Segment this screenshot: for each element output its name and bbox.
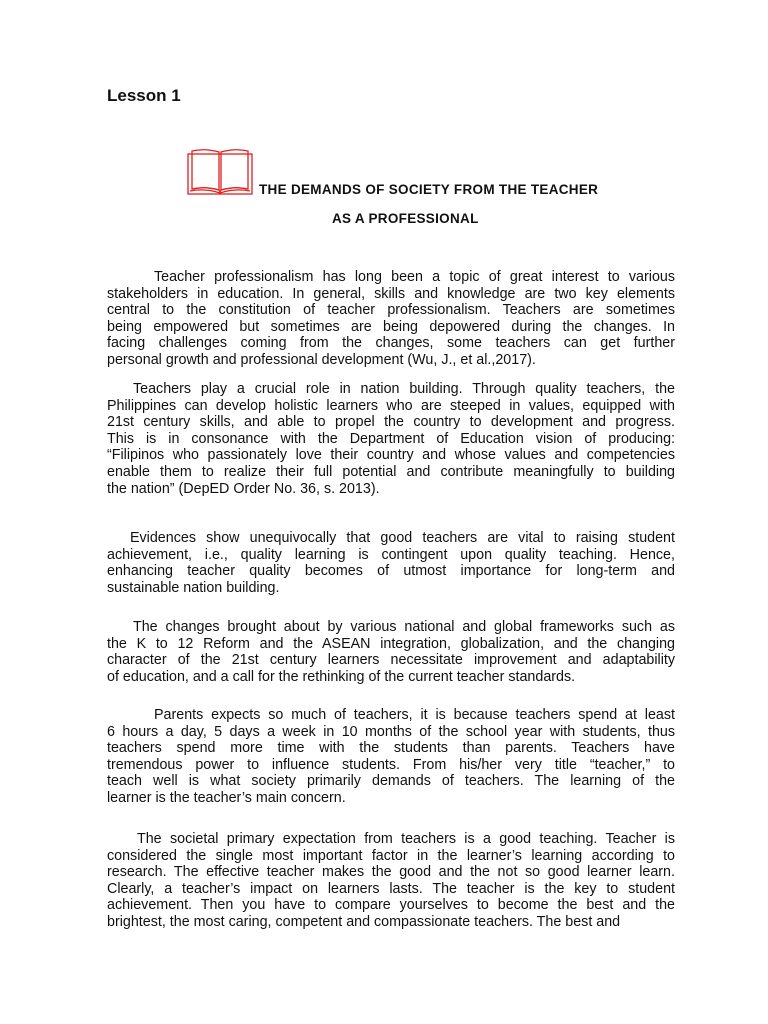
paragraph [107,707,675,807]
text-line: character of the 21st century learners necessitate improvement and adaptability [107,652,675,669]
text-line: Teachers play a crucial role in nation building. Through quality teachers, the [133,381,675,397]
text-line: considered the single most important factor in the learner’s learning according to [107,847,675,864]
text-line: research. The effective teacher makes the good and the not so good learner learn. [107,864,675,881]
text-line: being empowered but sometimes are being depowered during the changes. In [107,318,675,335]
text-line: tremendous power to influence students. From his/her very title “teacher,” to [107,756,675,773]
text-line: 6 hours a day, 5 days a week in 10 months of the school year with students, thus [107,723,675,740]
title-line-2: AS A PROFESSIONAL [332,211,479,226]
paragraph [107,619,675,685]
text-line: enhancing teacher quality becomes of utmost importance for long-term and [107,563,675,580]
text-line: learner is the teacher’s main concern. [107,789,346,806]
text-line: the nation” (DepED Order No. 36, s. 2013). [107,480,380,497]
text-line: 21st century skills, and able to propel the country to development and progress. [107,414,675,431]
text-line: achievement. Then you have to compare yourselves to become the best and the [107,897,675,914]
text-line: “Filipinos who passionately love their country and whose values and competencies [107,447,675,464]
text-line: sustainable nation building. [107,579,280,596]
text-line: The societal primary expectation from teachers is a good teaching. Teacher is [137,831,675,847]
text-line: Parents expects so much of teachers, it is because teachers spend at least [154,707,675,723]
paragraph [107,831,675,931]
text-line: of education, and a call for the rethinking of the current teacher standards. [107,668,576,685]
text-line: teachers spend more time with the students than parents. Teachers have [107,740,675,757]
text-line: stakeholders in education. In general, skills and knowledge are two key elements [107,285,675,302]
text-line: The changes brought about by various national and global frameworks such as [133,619,675,635]
text-line: facing challenges coming from the changes, some teachers can get further [107,335,675,352]
text-line: This is in consonance with the Department of Education vision of producing: [107,430,675,447]
text-line: achievement, i.e., quality learning is contingent upon quality teaching. Hence, [107,546,675,563]
paragraph [107,530,675,596]
open-book-icon [187,148,253,196]
text-line: Clearly, a teacher’s impact on learners lasts. The teacher is the key to student [107,880,675,897]
text-line: central to the constitution of teacher professionalism. Teachers are sometimes [107,302,675,319]
text-line: Evidences show unequivocally that good teachers are vital to raising student [130,530,675,546]
title-line-1: THE DEMANDS OF SOCIETY FROM THE TEACHER [259,182,599,197]
text-line: Teacher professionalism has long been a topic of great interest to various [154,269,675,285]
text-line: personal growth and professional development (Wu, J., et al.,2017). [107,351,536,368]
text-line: enable them to realize their full potential and contribute meaningfully to building [107,463,675,480]
lesson-heading: Lesson 1 [107,86,181,105]
text-line: Philippines can develop holistic learners who are steeped in values, equipped with [107,397,675,414]
text-line: brightest, the most caring, competent and compassionate teachers. The best and [107,913,621,930]
paragraph [107,269,675,369]
paragraph [107,381,675,497]
text-line: teach well is what society primarily demands of teachers. The learning of the [107,773,675,790]
text-line: the K to 12 Reform and the ASEAN integration, globalization, and the changing [107,635,675,652]
